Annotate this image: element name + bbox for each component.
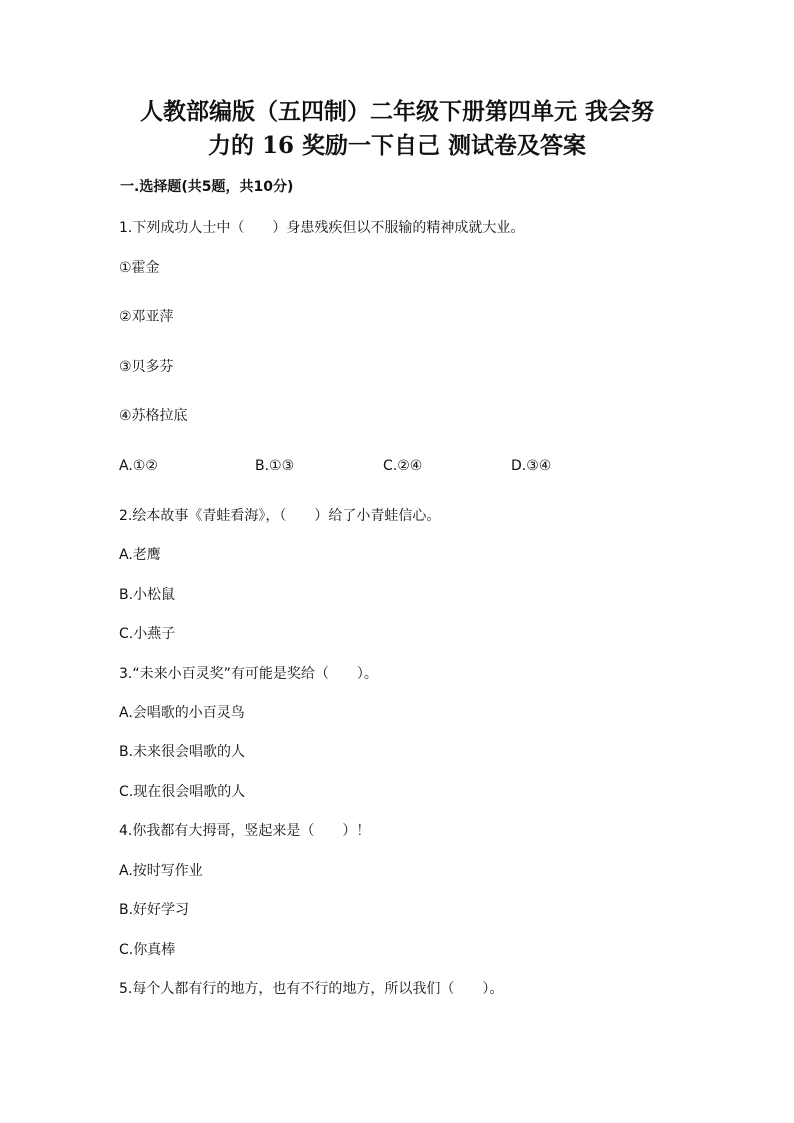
- question-2-option-c: C.小燕子: [119, 626, 176, 642]
- question-2-option-a: A.老鹰: [119, 547, 161, 563]
- section-heading: 一.选择题(共5题，共10分): [120, 179, 294, 195]
- question-4-option-b: B.好好学习: [119, 902, 190, 918]
- question-3-stem: 3.“未来小百灵奖”有可能是奖给（ ）。: [119, 666, 378, 682]
- question-2-stem: 2.绘本故事《青蛙看海》，（ ）给了小青蛙信心。: [119, 508, 441, 524]
- question-1-item-4: ④苏格拉底: [119, 408, 188, 424]
- document-title-line-1: 人教部编版（五四制）二年级下册第四单元 我会努: [139, 98, 654, 125]
- question-5-stem: 5.每个人都有行的地方，也有不行的地方，所以我们（ ）。: [119, 981, 504, 997]
- question-2-option-b: B.小松鼠: [119, 587, 176, 603]
- question-1-option-a: A.①②: [119, 458, 158, 474]
- question-3-option-a: A.会唱歌的小百灵鸟: [119, 705, 245, 721]
- question-1-item-3: ③贝多芬: [119, 359, 174, 375]
- question-1-option-c: C.②④: [383, 458, 423, 474]
- question-1-item-1: ①霍金: [119, 260, 160, 276]
- question-3-option-b: B.未来很会唱歌的人: [119, 744, 246, 760]
- document-title-line-2: 力的 16 奖励一下自己 测试卷及答案: [207, 132, 587, 159]
- question-4-option-c: C.你真棒: [119, 942, 176, 958]
- question-1-item-2: ②邓亚萍: [119, 309, 174, 325]
- question-3-option-c: C.现在很会唱歌的人: [119, 784, 246, 800]
- question-1-option-d: D.③④: [511, 458, 552, 474]
- question-4-option-a: A.按时写作业: [119, 863, 203, 879]
- question-1-stem: 1.下列成功人士中（ ）身患残疾但以不服输的精神成就大业。: [119, 220, 525, 236]
- question-4-stem: 4.你我都有大拇哥，竖起来是（ ）！: [119, 823, 371, 839]
- question-1-option-b: B.①③: [255, 458, 295, 474]
